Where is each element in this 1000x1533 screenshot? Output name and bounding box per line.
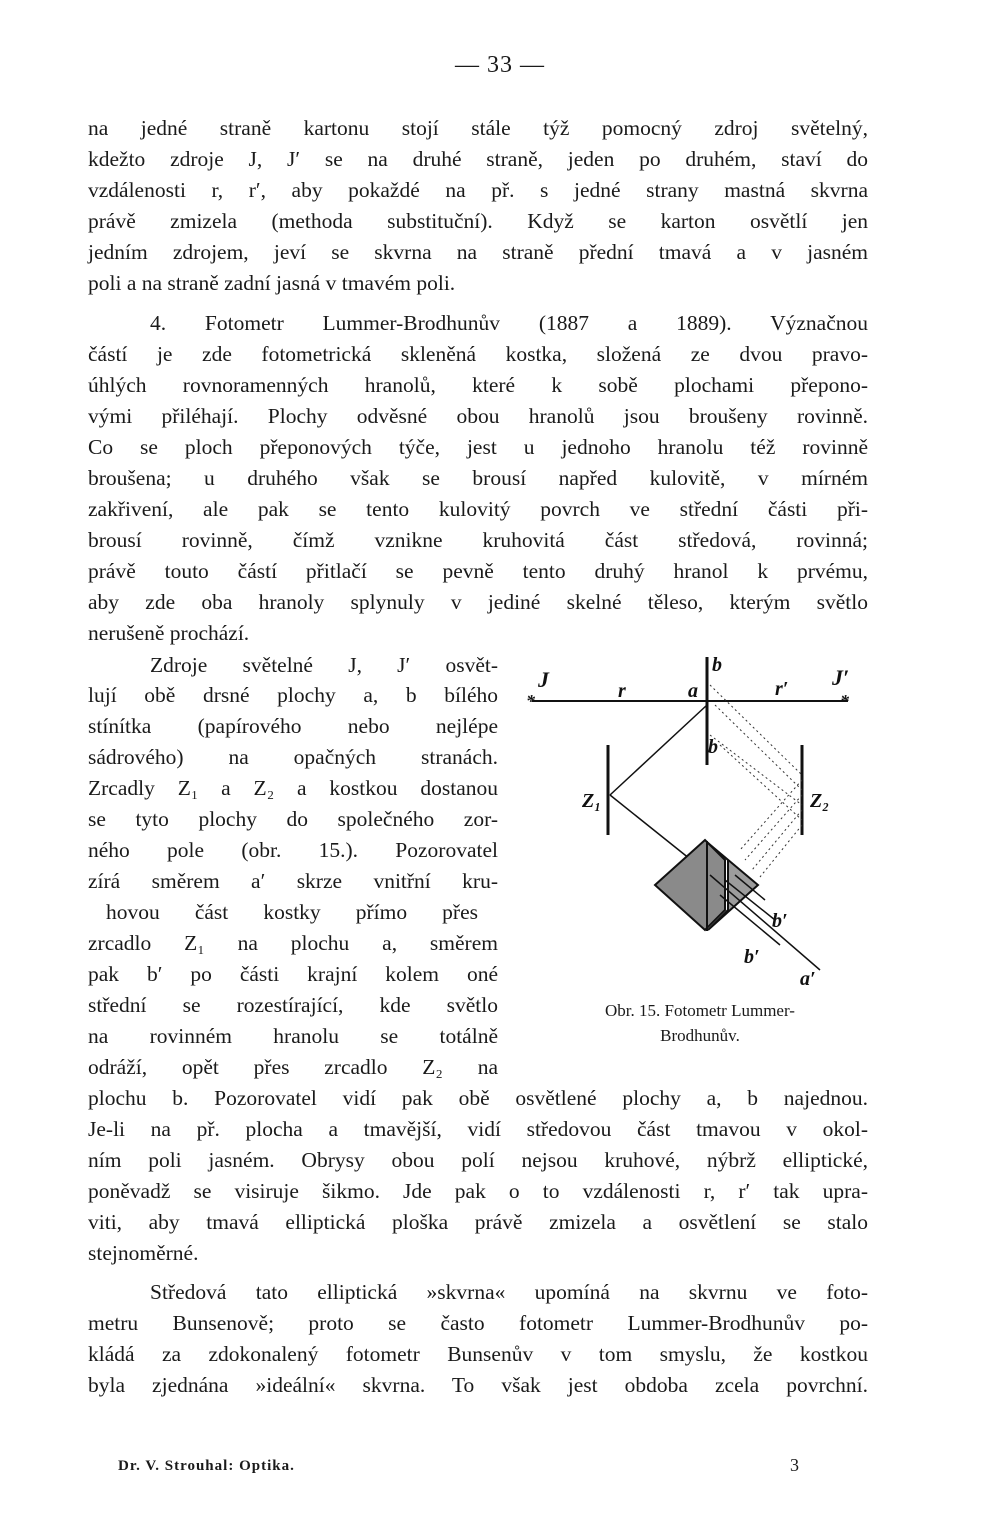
text-line: právě zmizela (methoda substituční). Když se karton osvětlí jen bbox=[88, 209, 868, 233]
label-b-mid: b bbox=[708, 736, 718, 758]
figure-caption-line: Obr. 15. Fotometr Lummer- bbox=[605, 1001, 795, 1020]
figure-caption bbox=[540, 998, 860, 1048]
text-line: viti, aby tmavá elliptická ploška právě zmizela a osvětlení se stalo bbox=[88, 1210, 868, 1234]
text-line: sádrového) na opačných stranách. bbox=[88, 745, 498, 769]
text-line: na jedné straně kartonu stojí stále týž pomocný zdroj světelný, bbox=[88, 116, 868, 140]
label-b-prime-1: b′ bbox=[772, 910, 788, 932]
text-line: plochu b. Pozorovatel vidí pak obě osvětlené plochy a, b najednou. bbox=[88, 1086, 868, 1110]
label-b-prime-2: b′ bbox=[744, 946, 760, 968]
text-line: se tyto plochy do společného zor- bbox=[88, 807, 498, 831]
text-line: jedním zdrojem, jeví se skvrna na straně přední tmavá a v jasném bbox=[88, 240, 868, 264]
text-line: kládá za zdokonalený fotometr Bunsenův v tom smyslu, že kostkou bbox=[88, 1342, 868, 1366]
text-line: Zdroje světelné J, J′ osvět- bbox=[150, 653, 498, 677]
text-line: Zrcadly Z₁ a Z₂ a kostkou dostanou bbox=[88, 776, 498, 800]
text-line: stejnoměrné. bbox=[88, 1241, 199, 1265]
text-line: aby zde oba hranoly splynuly v jediné skelné těleso, kterým světlo bbox=[88, 590, 868, 614]
svg-text:*: * bbox=[840, 691, 849, 711]
text-line: Co se ploch přeponových týče, jest u jednoho hranolu též rovinně bbox=[88, 435, 868, 459]
text-line: částí je zde fotometrická skleněná kostka, složená ze dvou pravo- bbox=[88, 342, 868, 366]
label-Z2: Z₂ bbox=[810, 790, 830, 812]
label-r: r bbox=[618, 680, 626, 702]
section-heading-line: 4. Fotometr Lummer-Brodhunův (1887 a 1889). Význačnou bbox=[150, 311, 868, 335]
page-number: — 33 — bbox=[455, 52, 545, 78]
text-line: lují obě drsné plochy a, b bílého bbox=[88, 683, 498, 707]
text-line: hovou část kostky přímo přes bbox=[106, 900, 478, 924]
label-a-prime: a′ bbox=[800, 968, 816, 990]
label-r-prime: r′ bbox=[775, 678, 789, 700]
footer-signature: 3 bbox=[790, 1455, 799, 1475]
text-line: Středová tato elliptická »skvrna« upomíná na skvrnu ve foto- bbox=[150, 1280, 868, 1304]
text-line: ním poli jasném. Obrysy obou polí nejsou kruhové, nýbrž elliptické, bbox=[88, 1148, 868, 1172]
text-line: stínítka (papírového nebo nejlépe bbox=[88, 714, 498, 738]
text-line: nerušeně prochází. bbox=[88, 621, 250, 645]
svg-text:*: * bbox=[526, 691, 535, 711]
text-line: na rovinném hranolu se totálně bbox=[88, 1024, 498, 1048]
text-line: ného pole (obr. 15.). Pozorovatel bbox=[88, 838, 498, 862]
text-line: odráží, opět přes zrcadlo Z₂ na bbox=[88, 1055, 498, 1079]
text-line: brousí rovinně, čímž vznikne kruhovitá část středová, rovinná; bbox=[88, 528, 868, 552]
text-line: poněvadž se visiruje šikmo. Jde pak o to vzdálenosti r, r′ tak upra- bbox=[88, 1179, 868, 1203]
label-J: J bbox=[538, 667, 549, 692]
text-line: Je-li na př. plocha a tmavější, vidí středovou část tmavou v okol- bbox=[88, 1117, 868, 1141]
footer-author-title: Dr. V. Strouhal: Optika. bbox=[118, 1458, 295, 1474]
figure-caption-line: Brodhunův. bbox=[660, 1026, 740, 1045]
text-line: zrcadlo Z₁ na plochu a, směrem bbox=[88, 931, 498, 955]
text-line: metru Bunsenově; proto se často fotometr Lummer-Brodhunův po- bbox=[88, 1311, 868, 1335]
text-line: vzdálenosti r, r′, aby pokaždé na př. s jedné strany mastná skvrna bbox=[88, 178, 868, 202]
text-line: vými přiléhají. Plochy odvěsné obou hranolů jsou broušeny rovinně. bbox=[88, 404, 868, 428]
text-line: zírá směrem a′ skrze vnitřní kru- bbox=[88, 869, 498, 893]
label-a: a bbox=[688, 680, 698, 702]
photometer-diagram-svg bbox=[520, 645, 870, 995]
text-line: broušena; u druhého však se brousí napřed kulovitě, v mírném bbox=[88, 466, 868, 490]
text-line: kdežto zdroje J, J′ se na druhé straně, jeden po druhém, staví do bbox=[88, 147, 868, 171]
label-J-prime: J′ bbox=[832, 665, 850, 690]
prism-left bbox=[655, 840, 725, 930]
photometer-diagram bbox=[520, 645, 870, 995]
label-b-top: b bbox=[712, 654, 722, 676]
text-line: poli a na straně zadní jasná v tmavém poli. bbox=[88, 271, 456, 295]
label-Z1: Z₁ bbox=[582, 790, 602, 812]
text-line: pak b′ po části krajní kolem oné bbox=[88, 962, 498, 986]
text-line: střední se rozestírající, kde světlo bbox=[88, 993, 498, 1017]
text-line: úhlých rovnoramenných hranolů, které k sobě plochami přepono- bbox=[88, 373, 868, 397]
text-line: byla zjednána »ideální« skvrna. To však jest obdoba zcela povrchní. bbox=[88, 1373, 868, 1397]
text-line: právě touto částí přitlačí se pevně tento druhý hranol k prvému, bbox=[88, 559, 868, 583]
text-line: zakřivení, ale pak se tento kulovitý povrch ve střední části při- bbox=[88, 497, 868, 521]
